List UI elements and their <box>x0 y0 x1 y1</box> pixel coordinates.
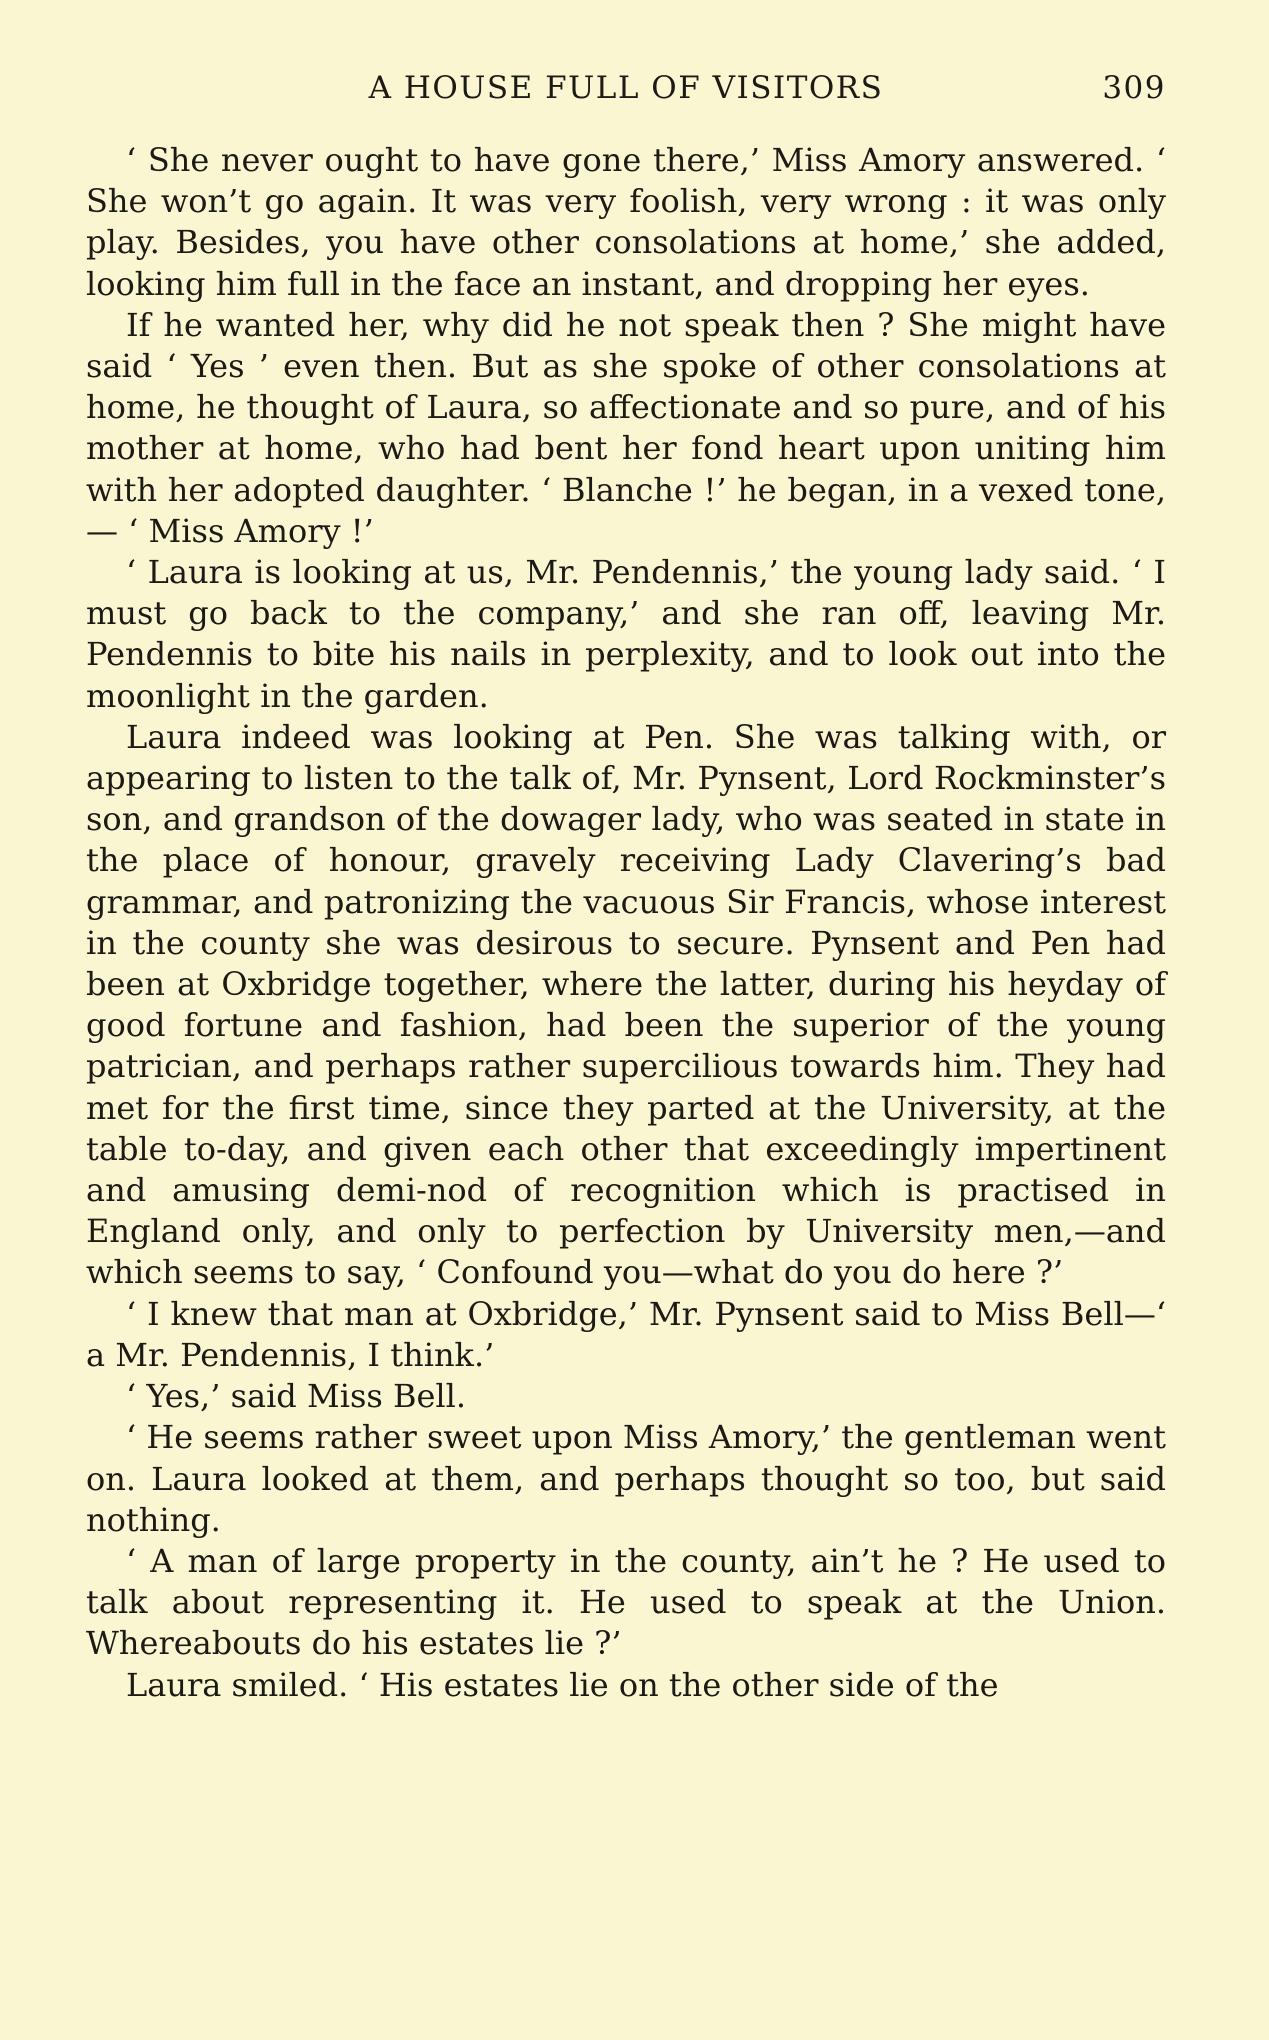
running-head <box>86 70 1166 114</box>
paragraph: ‘ He seems rather sweet upon Miss Amory,’ the gentleman went on. Laura looked at them, and perhaps thought so too, but said nothing. <box>86 1418 1166 1539</box>
paragraph: ‘ A man of large property in the county, ain’t he ? He used to talk about representing it. He used to speak at the Union. Whereabouts do his estates lie ?’ <box>86 1541 1166 1663</box>
paragraph: ‘ Laura is looking at us, Mr. Pendennis,’ the young lady said. ‘ I must go back to the company,’ and she ran off, leaving Mr. Pendennis to bite his nails in perplexity, and to look out into the moonlight in the garden. <box>86 553 1166 715</box>
running-title: A HOUSE FULL OF VISITORS <box>368 70 884 106</box>
paragraph: Laura smiled. ‘ His estates lie on the other side of the <box>126 1665 999 1704</box>
paragraph: Laura indeed was looking at Pen. She was talking with, or appearing to listen to the talk of, Mr. Pynsent, Lord Rockminster’s son, and grandson of the dowager lady, who was seated in state in the place of honour, gravely receiving Lady Clavering’s bad grammar, and patronizing the vacuous Sir Francis, whose interest in the county she was desirous to secure. Pynsent and Pen had been at Oxbridge together, where the latter, during his heyday of good fortune and fashion, had been the superior of the young patrician, and perhaps rather supercilious towards him. They had met for the first time, since they parted at the University, at the table to-day, and given each other that exceedingly impertinent and amusing demi-nod of recognition which is practised in England only, and only to perfection by University men,—and which seems to say, ‘ Confound you—what do you do here ?’ <box>86 717 1166 1292</box>
paragraph: ‘ She never ought to have gone there,’ Miss Amory answered. ‘ She won’t go again. It was very foolish, very wrong : it was only play. Besides, you have other consolations at home,’ she added, looking him full in the face an instant, and dropping her eyes. <box>86 141 1166 303</box>
book-page <box>86 70 1166 1706</box>
paragraph: ‘ I knew that man at Oxbridge,’ Mr. Pynsent said to Miss Bell—‘ a Mr. Pendennis, I think.’ <box>86 1294 1166 1374</box>
paragraph: If he wanted her, why did he not speak then ? She might have said ‘ Yes ’ even then. But as she spoke of other consolations at home, he thought of Laura, so affectionate and so pure, and of his mother at home, who had bent her fond heart upon uniting him with her adopted daughter. ‘ Blanche !’ he began, in a vexed tone,— ‘ Miss Amory !’ <box>86 305 1166 550</box>
page-number: 309 <box>1102 70 1166 106</box>
paragraph: ‘ Yes,’ said Miss Bell. <box>126 1377 467 1416</box>
body-text <box>86 140 1166 1706</box>
